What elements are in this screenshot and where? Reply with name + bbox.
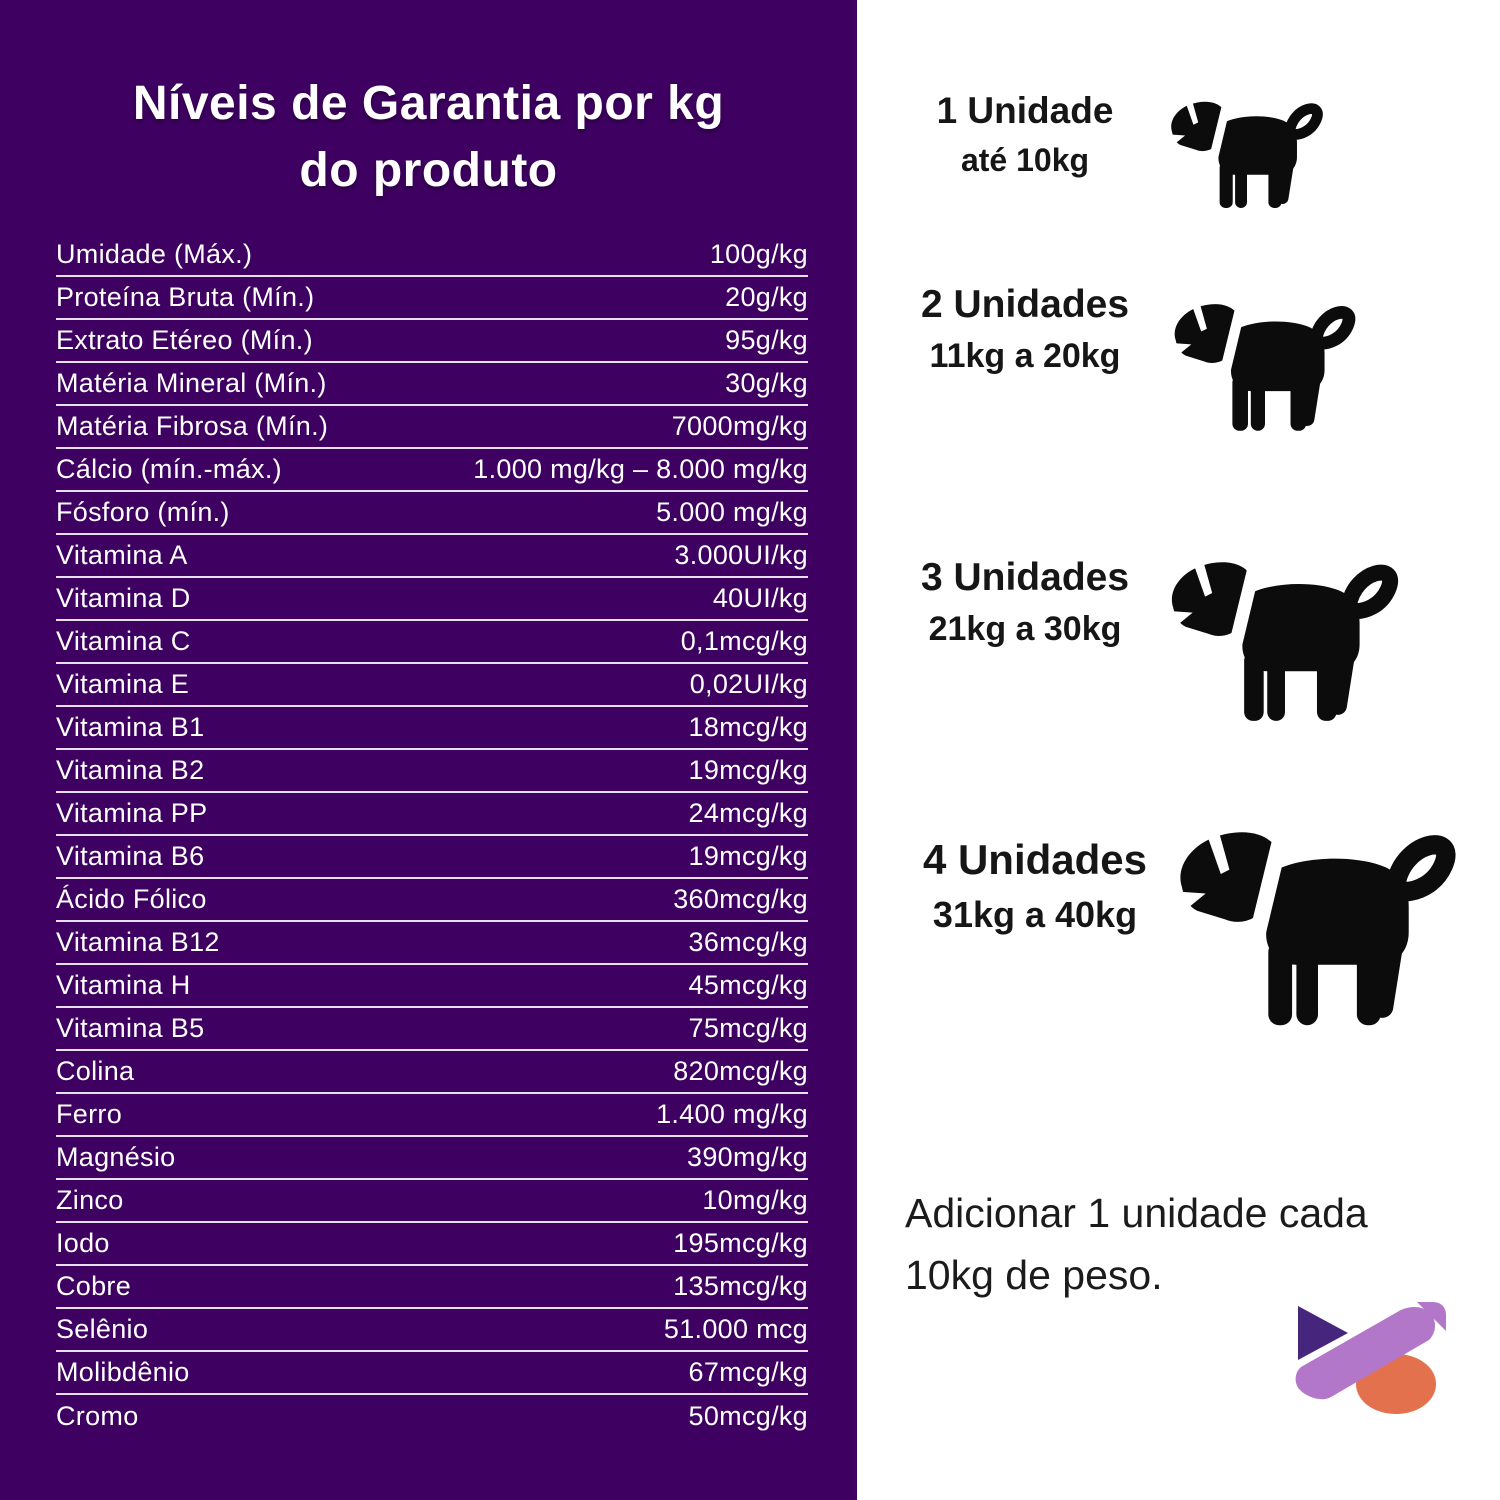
table-row [56, 320, 808, 363]
table-row [56, 1266, 808, 1309]
row-value: 1.400 mg/kg [656, 1099, 808, 1129]
row-value: 67mcg/kg [688, 1357, 808, 1387]
row-value: 0,1mcg/kg [680, 626, 808, 656]
row-label: Vitamina B5 [56, 1013, 205, 1043]
dosage-note-line1: Adicionar 1 unidade cada [905, 1190, 1368, 1236]
row-value: 195mcg/kg [673, 1228, 808, 1258]
row-value: 100g/kg [709, 239, 808, 269]
row-label: Vitamina A [56, 540, 188, 570]
row-value: 10mg/kg [702, 1185, 808, 1215]
row-value: 135mcg/kg [673, 1271, 808, 1301]
row-value: 36mcg/kg [688, 927, 808, 957]
table-row [56, 535, 808, 578]
row-label: Vitamina E [56, 669, 190, 699]
dog-icon [1167, 95, 1327, 214]
row-label: Vitamina PP [56, 798, 208, 828]
row-label: Cálcio (mín.-máx.) [56, 454, 282, 484]
dosage-weight-range: 31kg a 40kg [932, 894, 1138, 935]
page-title-line2: do produto [299, 144, 558, 197]
dog-icon [1173, 820, 1463, 1036]
row-value: 18mcg/kg [688, 712, 808, 742]
table-row [56, 1309, 808, 1352]
row-label: Ferro [56, 1099, 123, 1129]
row-label: Vitamina B12 [56, 927, 220, 957]
table-row [56, 707, 808, 750]
table-row [56, 1395, 808, 1438]
dog-icon [1170, 296, 1360, 438]
dosage-note [905, 1182, 1465, 1306]
page-title [0, 70, 857, 204]
row-value: 0,02UI/kg [689, 669, 808, 699]
row-label: Selênio [56, 1314, 149, 1344]
row-value: 390mg/kg [687, 1142, 808, 1172]
row-label: Vitamina C [56, 626, 191, 656]
row-label: Extrato Etéreo (Mín.) [56, 325, 313, 355]
table-row [56, 621, 808, 664]
table-row [56, 793, 808, 836]
table-row [56, 363, 808, 406]
dosage-units: 4 Unidades [922, 836, 1148, 883]
row-value: 24mcg/kg [688, 798, 808, 828]
nutrition-table [56, 234, 808, 1438]
table-row [56, 664, 808, 707]
row-label: Vitamina H [56, 970, 191, 1000]
row-value: 19mcg/kg [688, 841, 808, 871]
table-row [56, 965, 808, 1008]
row-label: Cobre [56, 1271, 132, 1301]
row-label: Molibdênio [56, 1357, 190, 1387]
row-value: 820mcg/kg [673, 1056, 808, 1086]
row-label: Zinco [56, 1185, 124, 1215]
row-label: Iodo [56, 1228, 110, 1258]
row-label: Vitamina D [56, 583, 191, 613]
row-value: 20g/kg [725, 282, 808, 312]
dosage-units: 3 Unidades [920, 556, 1130, 599]
row-label: Vitamina B6 [56, 841, 205, 871]
table-row [56, 449, 808, 492]
row-label: Fósforo (mín.) [56, 497, 230, 527]
dog-icon [1166, 552, 1404, 730]
table-row [56, 1094, 808, 1137]
row-value: 7000mg/kg [671, 411, 808, 441]
table-row [56, 277, 808, 320]
row-label: Magnésio [56, 1142, 176, 1172]
table-row [56, 1137, 808, 1180]
table-row [56, 750, 808, 793]
dosage-note-line2: 10kg de peso. [905, 1252, 1163, 1298]
table-row [56, 922, 808, 965]
row-value: 51.000 mcg [663, 1314, 808, 1344]
row-label: Cromo [56, 1401, 139, 1431]
row-label: Proteína Bruta (Mín.) [56, 282, 315, 312]
row-value: 3.000UI/kg [674, 540, 808, 570]
row-label: Ácido Fólico [56, 884, 207, 914]
brand-logo-icon [1292, 1302, 1449, 1426]
row-value: 45mcg/kg [688, 970, 808, 1000]
table-row [56, 578, 808, 621]
dosage-units: 1 Unidade [936, 90, 1114, 131]
dosage-weight-range: 11kg a 20kg [929, 337, 1121, 375]
row-label: Colina [56, 1056, 135, 1086]
row-value: 19mcg/kg [688, 755, 808, 785]
row-value: 1.000 mg/kg – 8.000 mg/kg [473, 454, 808, 484]
row-label: Umidade (Máx.) [56, 239, 253, 269]
page-title-line1: Níveis de Garantia por kg [132, 77, 725, 130]
row-label: Vitamina B1 [56, 712, 205, 742]
dosage-weight-range: 21kg a 30kg [928, 610, 1122, 648]
row-value: 360mcg/kg [673, 884, 808, 914]
table-row [56, 406, 808, 449]
table-row [56, 234, 808, 277]
table-row [56, 879, 808, 922]
row-label: Vitamina B2 [56, 755, 205, 785]
table-row [56, 492, 808, 535]
row-value: 40UI/kg [712, 583, 808, 613]
row-value: 50mcg/kg [688, 1401, 808, 1431]
table-row [56, 1352, 808, 1395]
dosage-item-1 [880, 90, 1170, 179]
dosage-weight-range: até 10kg [960, 142, 1090, 178]
dosage-units: 2 Unidades [920, 283, 1130, 326]
row-value: 75mcg/kg [688, 1013, 808, 1043]
table-row [56, 1051, 808, 1094]
table-row [56, 1008, 808, 1051]
dosage-item-2 [875, 283, 1175, 376]
dosage-item-4 [880, 836, 1190, 936]
table-row [56, 836, 808, 879]
row-label: Matéria Fibrosa (Mín.) [56, 411, 329, 441]
dosage-item-3 [875, 556, 1175, 649]
row-value: 95g/kg [725, 325, 808, 355]
table-row [56, 1180, 808, 1223]
row-value: 5.000 mg/kg [656, 497, 808, 527]
table-row [56, 1223, 808, 1266]
row-label: Matéria Mineral (Mín.) [56, 368, 327, 398]
row-value: 30g/kg [725, 368, 808, 398]
